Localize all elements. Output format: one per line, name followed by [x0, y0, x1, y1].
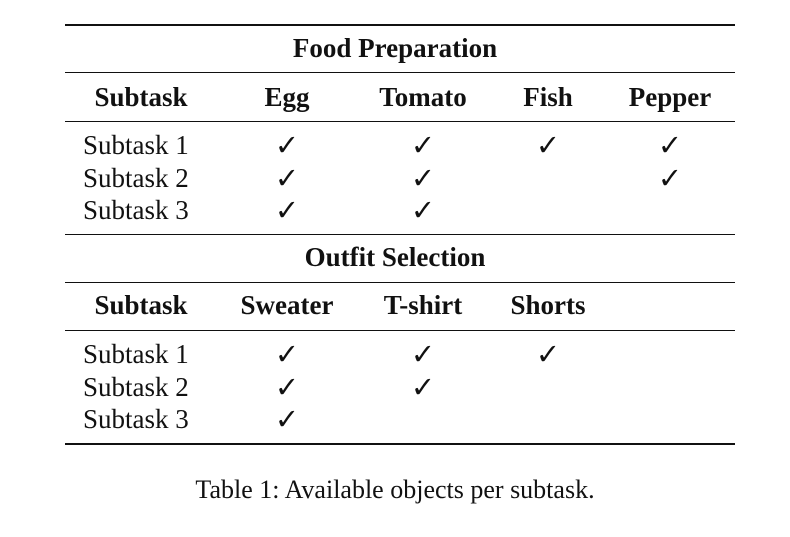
food-check-r1-c2: ✓: [410, 128, 436, 162]
food-row-label-3: Subtask 3: [83, 195, 189, 225]
outfit-check-r2-c2: ✓: [410, 370, 436, 404]
food-row-label-2: Subtask 2: [83, 163, 189, 193]
food-title-rule: [65, 72, 735, 73]
food-header-tomato: Tomato: [379, 82, 467, 112]
outfit-check-r1-c2: ✓: [410, 337, 436, 371]
food-check-r3-c1: ✓: [274, 193, 300, 227]
outfit-check-r3-c1: ✓: [274, 402, 300, 436]
food-header-pepper: Pepper: [628, 82, 712, 112]
food-header-rule: [65, 121, 735, 122]
food-check-r2-c2: ✓: [410, 161, 436, 195]
food-check-r3-c2: ✓: [410, 193, 436, 227]
food-check-r1-c1: ✓: [274, 128, 300, 162]
outfit-check-r1-c1: ✓: [274, 337, 300, 371]
food-check-r2-c4: ✓: [657, 161, 683, 195]
food-header-fish: Fish: [523, 82, 573, 112]
food-section-title: Food Preparation: [292, 33, 498, 63]
outfit-header-subtask: Subtask: [94, 290, 188, 320]
top-rule: [65, 24, 735, 26]
outfit-row-label-1: Subtask 1: [83, 339, 189, 369]
outfit-row-label-2: Subtask 2: [83, 372, 189, 402]
outfit-check-r2-c1: ✓: [274, 370, 300, 404]
table-caption: Table 1: Available objects per subtask.: [195, 475, 595, 504]
outfit-section-title: Outfit Selection: [304, 242, 486, 272]
outfit-header-shorts: Shorts: [510, 290, 586, 320]
outfit-header-sweater: Sweater: [240, 290, 334, 320]
food-row-label-1: Subtask 1: [83, 130, 189, 160]
bottom-rule: [65, 443, 735, 445]
outfit-header-tshirt: T-shirt: [383, 290, 463, 320]
food-check-r2-c1: ✓: [274, 161, 300, 195]
outfit-check-r1-c3: ✓: [535, 337, 561, 371]
outfit-row-label-3: Subtask 3: [83, 404, 189, 434]
food-check-r1-c3: ✓: [535, 128, 561, 162]
outfit-header-rule: [65, 330, 735, 331]
outfit-title-rule: [65, 282, 735, 283]
section-divider-rule: [65, 234, 735, 235]
food-header-egg: Egg: [264, 82, 310, 112]
food-header-subtask: Subtask: [94, 82, 188, 112]
food-check-r1-c4: ✓: [657, 128, 683, 162]
